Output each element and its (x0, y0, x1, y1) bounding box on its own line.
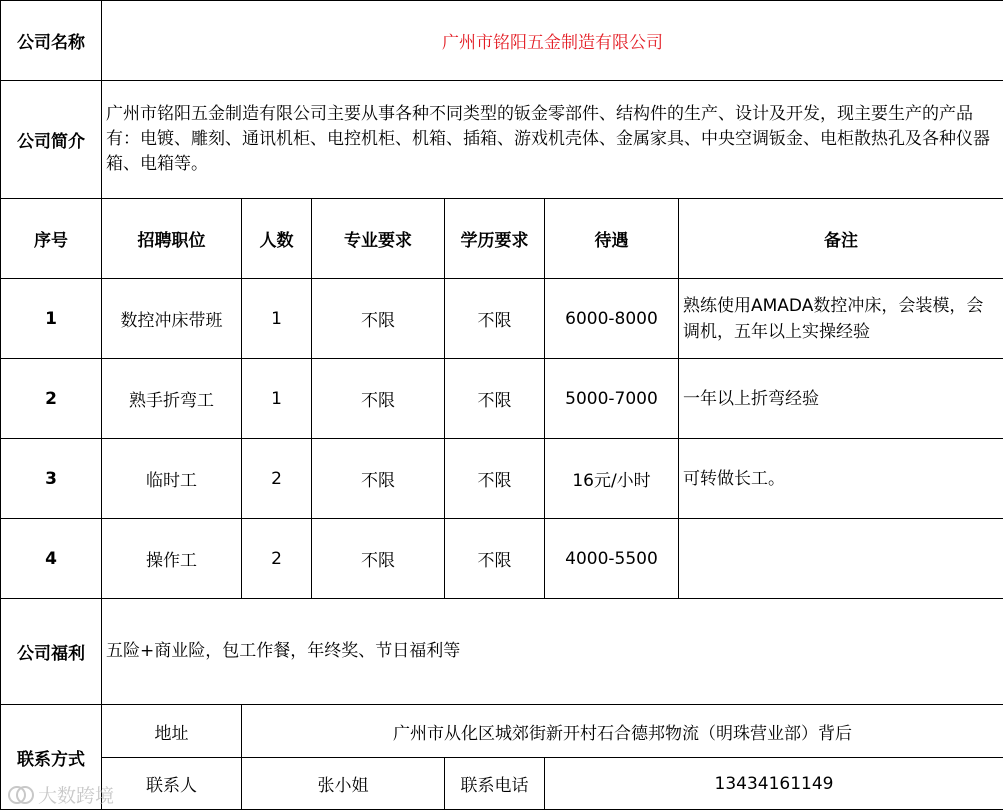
row-notes: 熟练使用AMADA数控冲床，会装模，会调机，五年以上实操经验 (679, 279, 1003, 359)
row-education: 不限 (445, 359, 545, 439)
table-row (1, 519, 1003, 599)
row-education: 不限 (445, 439, 545, 519)
address-label: 地址 (102, 705, 242, 758)
header-notes: 备注 (679, 199, 1003, 279)
table-row (1, 359, 1003, 439)
benefits-row (1, 599, 1003, 705)
row-no: 1 (1, 279, 102, 359)
header-education: 学历要求 (445, 199, 545, 279)
row-major: 不限 (312, 519, 445, 599)
row-salary: 16元/小时 (545, 439, 679, 519)
header-major: 专业要求 (312, 199, 445, 279)
watermark-text: 大数跨境 (38, 785, 115, 807)
header-salary: 待遇 (545, 199, 679, 279)
row-count: 1 (242, 359, 312, 439)
header-count: 人数 (242, 199, 312, 279)
address-value: 广州市从化区城郊街新开村石合德邦物流（明珠营业部）背后 (242, 705, 1003, 758)
contact-label: 联系方式 (1, 705, 102, 810)
row-count: 2 (242, 519, 312, 599)
header-no: 序号 (1, 199, 102, 279)
row-education: 不限 (445, 519, 545, 599)
company-intro-row (1, 81, 1003, 199)
row-position: 操作工 (102, 519, 242, 599)
row-major: 不限 (312, 279, 445, 359)
company-name-label: 公司名称 (1, 1, 102, 81)
row-notes: 一年以上折弯经验 (679, 359, 1003, 439)
contact-person-label: 联系人 (102, 758, 242, 810)
row-position: 临时工 (102, 439, 242, 519)
contact-person-value: 张小姐 (242, 758, 445, 810)
phone-label: 联系电话 (445, 758, 545, 810)
row-education: 不限 (445, 279, 545, 359)
row-notes (679, 519, 1003, 599)
company-name: 广州市铭阳五金制造有限公司 (102, 1, 1003, 81)
benefits-label: 公司福利 (1, 599, 102, 705)
row-no: 2 (1, 359, 102, 439)
table-row (1, 279, 1003, 359)
table-row (1, 439, 1003, 519)
row-salary: 5000-7000 (545, 359, 679, 439)
header-position: 招聘职位 (102, 199, 242, 279)
table-header-row (1, 199, 1003, 279)
contact-person-row (1, 758, 1003, 810)
company-intro-label: 公司简介 (1, 81, 102, 199)
phone-value: 13434161149 (545, 758, 1003, 810)
row-position: 熟手折弯工 (102, 359, 242, 439)
row-salary: 6000-8000 (545, 279, 679, 359)
row-major: 不限 (312, 359, 445, 439)
benefits-text: 五险+商业险，包工作餐，年终奖、节日福利等 (102, 599, 1003, 705)
row-count: 1 (242, 279, 312, 359)
company-name-row (1, 1, 1003, 81)
row-notes: 可转做长工。 (679, 439, 1003, 519)
row-no: 4 (1, 519, 102, 599)
row-no: 3 (1, 439, 102, 519)
company-intro: 广州市铭阳五金制造有限公司主要从事各种不同类型的钣金零部件、结构件的生产、设计及开发，现主要生产的产品有：电镀、雕刻、通讯机柜、电控机柜、机箱、插箱、游戏机壳体、金属家具、中央空调钣金、电柜散热孔及各种仪器箱、电箱等。 (102, 81, 1003, 199)
row-position: 数控冲床带班 (102, 279, 242, 359)
row-count: 2 (242, 439, 312, 519)
row-major: 不限 (312, 439, 445, 519)
row-salary: 4000-5500 (545, 519, 679, 599)
contact-address-row (1, 705, 1003, 758)
